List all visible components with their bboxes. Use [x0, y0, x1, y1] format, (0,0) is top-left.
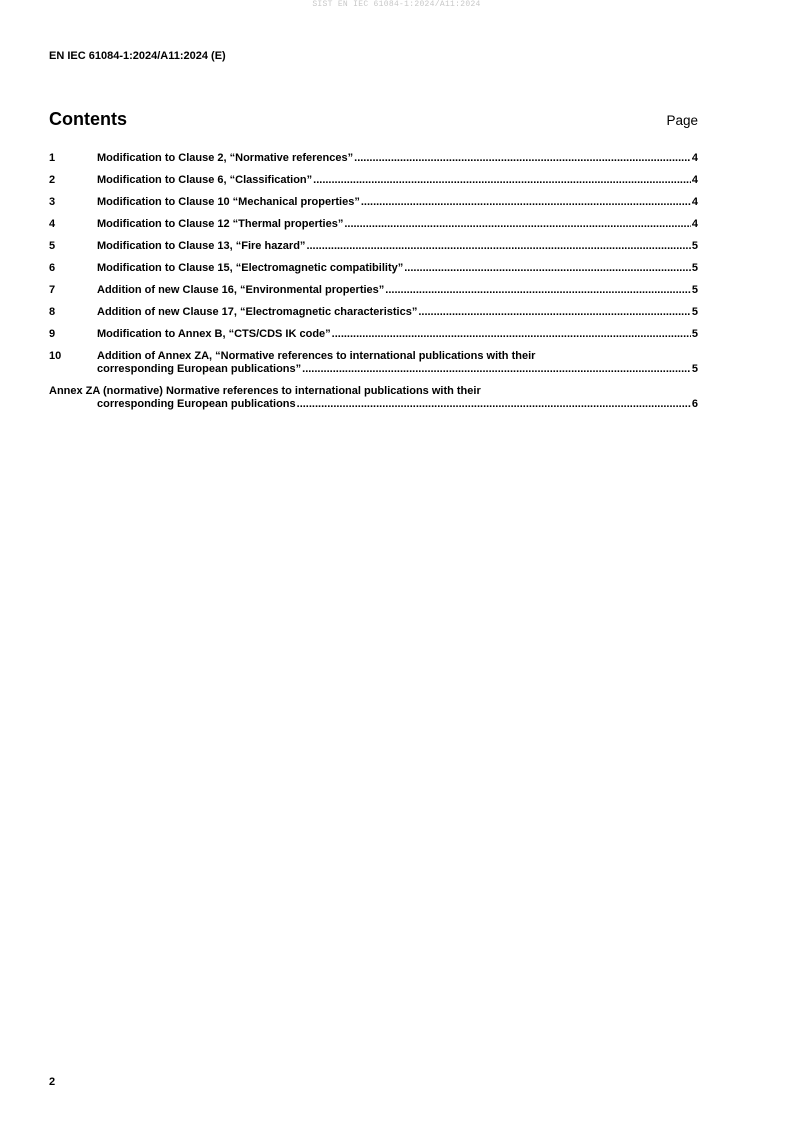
toc-entry-annex-za[interactable] [49, 385, 698, 411]
toc-page-number: 5 [691, 284, 698, 296]
table-of-contents [49, 152, 698, 420]
toc-page-number: 4 [691, 218, 698, 230]
toc-page-number: 5 [691, 306, 698, 318]
toc-entry-7[interactable] [49, 284, 698, 297]
toc-title: Modification to Clause 13, “Fire hazard” [97, 240, 306, 252]
toc-number: 6 [49, 262, 56, 274]
toc-entry-2[interactable] [49, 174, 698, 187]
toc-title: Addition of new Clause 17, “Electromagnetic characteristics” [97, 306, 418, 318]
toc-page-number: 5 [691, 262, 698, 274]
toc-leader-dots [332, 328, 691, 341]
toc-entry-6[interactable] [49, 262, 698, 275]
toc-number: 3 [49, 196, 56, 208]
toc-entry-3[interactable] [49, 196, 698, 209]
annex-title-line-1: Annex ZA (normative) Normative references to international publications with their [49, 385, 481, 397]
toc-leader-dots [404, 262, 691, 275]
toc-entry-10[interactable] [49, 350, 698, 376]
toc-page-number: 5 [691, 363, 698, 375]
toc-title: Modification to Clause 10 “Mechanical properties” [97, 196, 360, 208]
toc-page-number: 4 [691, 196, 698, 208]
toc-title: Modification to Annex B, “CTS/CDS IK code” [97, 328, 331, 340]
toc-number: 10 [49, 350, 62, 362]
toc-title-line-2: corresponding European publications” [97, 363, 302, 375]
toc-leader-dots [354, 152, 691, 165]
toc-page-number: 4 [691, 152, 698, 164]
toc-number: 9 [49, 328, 56, 340]
toc-page-number: 5 [691, 328, 698, 340]
toc-leader-dots [418, 306, 691, 319]
toc-leader-dots [313, 174, 691, 187]
annex-title-line-2: corresponding European publications [97, 398, 296, 410]
toc-title: Modification to Clause 15, “Electromagnetic compatibility” [97, 262, 404, 274]
toc-entry-4[interactable] [49, 218, 698, 231]
contents-title: Contents [49, 109, 127, 129]
toc-number: 1 [49, 152, 56, 164]
toc-title: Addition of new Clause 16, “Environmental properties” [97, 284, 385, 296]
toc-entry-1[interactable] [49, 152, 698, 165]
toc-number: 7 [49, 284, 56, 296]
toc-leader-dots [361, 196, 691, 209]
toc-page-number: 4 [691, 174, 698, 186]
page-column-label: Page [666, 113, 698, 128]
toc-number: 2 [49, 174, 56, 186]
toc-leader-dots [385, 284, 691, 297]
toc-leader-dots [344, 218, 691, 231]
toc-entry-9[interactable] [49, 328, 698, 341]
toc-number: 4 [49, 218, 56, 230]
toc-number: 8 [49, 306, 56, 318]
toc-entry-5[interactable] [49, 240, 698, 253]
toc-leader-dots [306, 240, 690, 253]
toc-title: Modification to Clause 2, “Normative references” [97, 152, 354, 164]
toc-number: 5 [49, 240, 56, 252]
footer-page-number: 2 [49, 1076, 56, 1088]
toc-leader-dots [302, 363, 691, 376]
toc-page-number: 5 [691, 240, 698, 252]
watermark-text: SIST EN IEC 61084-1:2024/A11:2024 [312, 0, 481, 9]
toc-title-line-1: Addition of Annex ZA, “Normative references to international publications with their [97, 350, 536, 362]
toc-page-number: 6 [691, 398, 698, 410]
document-id: EN IEC 61084-1:2024/A11:2024 (E) [49, 50, 226, 62]
toc-title: Modification to Clause 12 “Thermal properties” [97, 218, 344, 230]
toc-title: Modification to Clause 6, “Classification” [97, 174, 313, 186]
toc-entry-8[interactable] [49, 306, 698, 319]
toc-leader-dots [297, 398, 691, 411]
